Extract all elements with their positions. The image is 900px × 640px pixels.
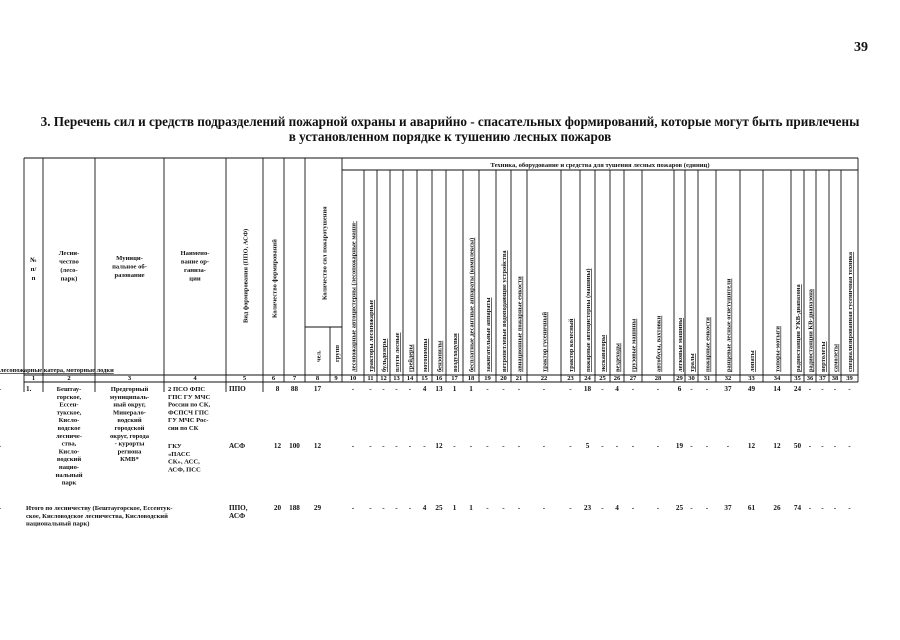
row-organization: России по СК, (168, 401, 211, 409)
row-organization: «ПАСС (168, 450, 191, 458)
total-groups: 29 (313, 504, 322, 512)
row-municipality: - курорты (114, 440, 145, 448)
column-number: 17 (451, 375, 458, 382)
equipment-value: - (502, 442, 505, 450)
equipment-value: - (486, 385, 489, 393)
total-equipment-value: - (601, 504, 604, 512)
equipment-value: - (601, 442, 604, 450)
header-municipality: пальное об- (112, 263, 147, 271)
header-equipment-12: авиационные пожарные емкости (516, 276, 524, 372)
equipment-value: - (848, 385, 851, 393)
equipment-value: - (631, 442, 635, 450)
column-number: 22 (540, 375, 548, 382)
total-formation-count: 20 (273, 504, 282, 512)
header-organization: вание ор- (180, 258, 210, 266)
total-equipment-value: 37 (724, 504, 732, 512)
row-organization: сии по СК (168, 425, 199, 432)
header-equipment-29: самолеты (832, 343, 840, 372)
header-equipment-28: вертолеты (820, 341, 827, 372)
column-number: 36 (806, 375, 814, 382)
equipment-value: - (833, 442, 837, 450)
row-formation-count: 8 (275, 385, 280, 393)
header-equipment-group: Техника, оборудование и средства для тушения лесных пожаров (единиц) (490, 162, 710, 169)
column-number: 18 (467, 375, 475, 382)
header-formation-count: Количество формирований (271, 239, 279, 318)
header-organization: Наимено- (180, 250, 210, 257)
equipment-value: - (848, 442, 851, 450)
total-equipment-value: 25 (435, 504, 443, 512)
header-equipment-6: мотопомпы (422, 338, 429, 372)
equipment-value: - (517, 442, 521, 450)
header-forestry: парк) (60, 275, 78, 283)
row-forestry: Кисло- (58, 417, 80, 425)
row-forestry: Ессен- (59, 401, 79, 409)
equipment-value: - (808, 385, 812, 393)
equipment-value: - (656, 442, 660, 450)
equipment-value: 14 (773, 385, 781, 393)
header-organization: ции (189, 275, 201, 283)
equipment-value: - (369, 385, 372, 393)
equipment-value: - (705, 385, 709, 393)
header-equipment-22: пожарные емкости (704, 317, 712, 372)
equipment-value: - (542, 442, 546, 450)
header-equipment-26: радиостанции УКВ-диапазона (795, 284, 802, 372)
header-equipment-30: специализированная гусеничная техника (847, 251, 854, 372)
row-forestry: Бештау- (56, 386, 82, 393)
row-forestry: нальный (55, 471, 83, 479)
equipment-value: 6 (677, 385, 682, 393)
equipment-value: 1 (452, 385, 457, 393)
row-municipality: Предгорный (110, 386, 149, 393)
header-equipment-23: ранцевые лесные огнетушители (725, 278, 733, 372)
total-label: национальный парк) (26, 520, 90, 528)
header-forestry: чество (59, 258, 79, 266)
row-organization: 2 ПСО ФПС (168, 386, 206, 393)
header-equipment-19: автобусы, вахтовки (655, 315, 663, 372)
header-groups: групп (334, 345, 341, 362)
total-equipment-value: - (631, 504, 635, 512)
row-forestry: лесниче- (55, 432, 83, 440)
total-equipment-value: 4 (422, 504, 427, 512)
column-number: 34 (773, 375, 781, 382)
column-number: 35 (794, 375, 801, 382)
equipment-value: 50 (793, 442, 802, 450)
column-number: 5 (242, 375, 247, 382)
column-number: 39 (846, 375, 853, 382)
row-formation-count: 12 (273, 442, 282, 450)
equipment-value: 12 (435, 442, 443, 450)
equipment-value: 18 (583, 385, 592, 393)
total-label: Итого по лесничеству (Бештаугорское, Ессентук- (26, 505, 173, 512)
equipment-value: 4 (422, 385, 427, 393)
header-forces-count: Количество сил пожаротушения (321, 206, 329, 300)
header-municipality: разование (114, 272, 145, 279)
total-equipment-value: - (395, 504, 398, 512)
equipment-value: - (542, 385, 546, 393)
header-equipment-9: бесплатные десантные аппараты (комплексы) (468, 237, 476, 372)
equipment-value: - (601, 385, 604, 393)
header-equipment-11: ветропетлевые водоподающие устройства (501, 250, 508, 372)
equipment-value: - (453, 442, 456, 450)
total-equipment-value: 25 (675, 504, 684, 512)
column-number: 27 (629, 375, 637, 382)
equipment-value: 24 (793, 385, 802, 393)
column-number: 15 (421, 375, 428, 382)
column-number: 6 (271, 375, 276, 382)
equipment-value: 37 (724, 385, 732, 393)
equipment-value: - (395, 385, 398, 393)
header-equipment-3: бульдозеры (381, 338, 388, 372)
column-number: 33 (748, 375, 755, 382)
header-equipment-18: грузовые машины (630, 318, 638, 372)
total-equipment-value (0, 504, 2, 512)
column-number: 31 (703, 375, 711, 382)
header-people: чел. (315, 350, 323, 362)
row-formation-type: АСФ (229, 442, 246, 450)
equipment-value: - (408, 442, 412, 450)
equipment-value: - (517, 385, 521, 393)
header-equipment-8: воздуходувки (452, 333, 459, 372)
header-number: п/ (30, 266, 37, 273)
header-equipment-4: плуги лесные (394, 332, 401, 372)
equipment-value: - (369, 442, 372, 450)
column-number: 21 (515, 375, 523, 382)
header-equipment-14: трактор колесный (568, 318, 575, 372)
total-people: 188 (289, 504, 300, 512)
header-number: № (30, 257, 37, 264)
equipment-value: - (631, 385, 635, 393)
header-equipment-1: лесопожарные автоцистерны (лесопожарные маши- (350, 220, 358, 372)
equipment-value: - (833, 385, 837, 393)
column-number: 12 (380, 375, 387, 382)
row-municipality: городской (114, 425, 145, 432)
equipment-value: - (408, 385, 412, 393)
row-forestry: нацио- (58, 464, 80, 471)
equipment-value: - (726, 442, 730, 450)
row-municipality: водский (117, 417, 142, 425)
total-equipment-value: 1 (452, 504, 457, 512)
equipment-value: 1 (469, 385, 473, 393)
equipment-value: - (382, 385, 385, 393)
header-forestry: Лесни- (58, 250, 80, 257)
equipment-value: - (656, 385, 660, 393)
header-equipment-17: вездеходы (614, 343, 622, 372)
header-equipment-31: лесопожарные катера, моторные лодки (0, 367, 114, 374)
total-equipment-value: 74 (793, 504, 802, 512)
column-number: 20 (500, 375, 507, 382)
total-formation-type: АСФ (229, 511, 246, 520)
column-number: 29 (676, 375, 683, 382)
row-forestry: парк (61, 479, 77, 487)
equipment-value (0, 385, 2, 393)
equipment-value: - (382, 442, 385, 450)
page-number: 39 (854, 40, 868, 55)
equipment-value: - (486, 442, 489, 450)
total-equipment-value: - (833, 504, 837, 512)
equipment-value: 19 (675, 442, 684, 450)
column-number: 25 (599, 375, 606, 382)
header-equipment-24: лопаты (749, 350, 756, 372)
column-number: 16 (435, 375, 443, 382)
equipment-value: - (821, 442, 824, 450)
total-equipment-value: - (369, 504, 372, 512)
total-equipment-value: - (382, 504, 385, 512)
header-equipment-27: радиостанции КВ-диапазона (807, 289, 815, 372)
row-municipality: региона (117, 448, 142, 456)
total-equipment-value: 26 (773, 504, 781, 512)
total-equipment-value: - (517, 504, 521, 512)
page-title: 3. Перечень сил и средств подразделений пожарной охраны и аварийно - спасательных формирований, которые могут быть привлечены в установленном порядке к тушению лесных пожаров (40, 114, 860, 144)
total-equipment-value: - (656, 504, 660, 512)
row-organization: ГУ МЧС Рос- (168, 417, 209, 425)
total-equipment-value: - (569, 504, 572, 512)
header-municipality: Муници- (116, 255, 143, 262)
row-organization: ГПС ГУ МЧС (168, 393, 211, 401)
row-forestry: тукское, (56, 409, 82, 417)
equipment-value: - (615, 442, 619, 450)
equipment-value: - (569, 442, 572, 450)
header-equipment-2: тракторы лесопожарные (368, 299, 375, 372)
row-organization: АСФ, ПСС (168, 466, 201, 474)
header-number: п (31, 275, 36, 282)
row-forestry: водский (56, 456, 82, 464)
row-people: 88 (290, 385, 299, 393)
equipment-value: - (705, 442, 709, 450)
column-number: 14 (406, 375, 414, 382)
row-groups: 12 (313, 442, 322, 450)
equipment-value: - (690, 385, 693, 393)
equipment-value: - (469, 442, 473, 450)
header-forestry: (лесо- (60, 267, 78, 274)
header-equipment-10: зажигательные аппараты (485, 297, 492, 372)
equipment-value: - (502, 385, 505, 393)
total-equipment-value: - (705, 504, 709, 512)
total-equipment-value: - (808, 504, 812, 512)
total-formation-type: ППО, (229, 504, 248, 512)
total-equipment-value: - (486, 504, 489, 512)
header-equipment-7: бензопилы (436, 340, 444, 372)
equipment-value (0, 442, 2, 450)
column-number: 4 (193, 375, 197, 382)
header-equipment-15: пожарные автоцистерны (машины) (585, 268, 592, 372)
header-equipment-21: тралы (689, 353, 696, 372)
column-number: 32 (724, 375, 732, 382)
equipment-value: - (395, 442, 398, 450)
column-number: 10 (349, 375, 357, 382)
total-equipment-value: - (848, 504, 851, 512)
row-municipality: ный округ, (113, 401, 146, 409)
header-equipment-5: грейдеры (407, 344, 415, 372)
row-municipality: муниципаль- (109, 393, 150, 401)
row-number: 1. (26, 385, 32, 393)
column-number: 19 (484, 375, 491, 382)
column-number: 30 (688, 375, 695, 382)
column-number: 9 (334, 375, 338, 382)
row-forestry: горское, (56, 393, 82, 401)
equipment-value: 49 (747, 385, 756, 393)
row-municipality: Минерало- (113, 409, 146, 417)
total-equipment-value: - (502, 504, 505, 512)
equipment-value: 13 (435, 385, 443, 393)
column-number: 26 (613, 375, 621, 382)
column-number: 7 (292, 375, 297, 382)
row-formation-type: ППО (229, 385, 246, 393)
row-organization: ФСПСЧ ГПС (168, 409, 209, 417)
total-equipment-value: 61 (747, 504, 756, 512)
column-number: 37 (819, 375, 826, 382)
total-equipment-value: 4 (615, 504, 619, 512)
equipment-value: 5 (585, 442, 590, 450)
column-number: 28 (654, 375, 662, 382)
header-formation-type: Вид формирования (ППО, АСФ) (242, 228, 250, 323)
row-forestry: Кисло- (58, 448, 80, 456)
column-number: 1 (31, 375, 36, 382)
total-equipment-value: - (821, 504, 824, 512)
column-number: 11 (367, 375, 374, 382)
header-equipment-20: легковые машины (677, 317, 684, 372)
equipment-value: - (351, 442, 355, 450)
total-equipment-value: 1 (469, 504, 473, 512)
row-forestry: ства, (61, 440, 77, 448)
equipment-value: - (690, 442, 693, 450)
total-equipment-value: - (542, 504, 546, 512)
equipment-value: - (423, 442, 426, 450)
equipment-value: 4 (615, 385, 619, 393)
row-organization: ГКУ (168, 443, 182, 450)
column-number: 3 (127, 375, 132, 382)
equipment-value: - (569, 385, 572, 393)
row-forestry: водское (57, 425, 81, 432)
header-equipment-25: топоры-мотыги (774, 326, 782, 372)
equipment-value: - (808, 442, 812, 450)
row-people: 100 (289, 442, 300, 450)
column-number: 24 (584, 375, 591, 382)
equipment-value: 12 (747, 442, 756, 450)
header-equipment-13: трактор гусеничный (541, 311, 549, 372)
total-label: ское, Кисловодское лесничества, Кисловодский (26, 512, 168, 520)
column-number: 8 (315, 375, 320, 382)
header-organization: ганиза- (183, 267, 207, 274)
row-municipality: КМВ* (120, 456, 139, 464)
total-equipment-value: - (408, 504, 412, 512)
row-groups: 17 (313, 385, 322, 393)
column-number: 13 (393, 375, 400, 382)
total-equipment-value: 23 (583, 504, 592, 512)
row-municipality: округ, города (109, 432, 150, 440)
row-organization: СК», АСС, (168, 458, 200, 466)
column-number: 23 (567, 375, 574, 382)
total-equipment-value: - (351, 504, 355, 512)
column-number: 2 (67, 375, 71, 382)
column-number: 38 (831, 375, 839, 382)
equipment-value: - (351, 385, 355, 393)
equipment-value: 12 (773, 442, 781, 450)
equipment-value: - (821, 385, 824, 393)
total-equipment-value: - (690, 504, 693, 512)
header-equipment-16: экскаваторы (600, 334, 607, 372)
